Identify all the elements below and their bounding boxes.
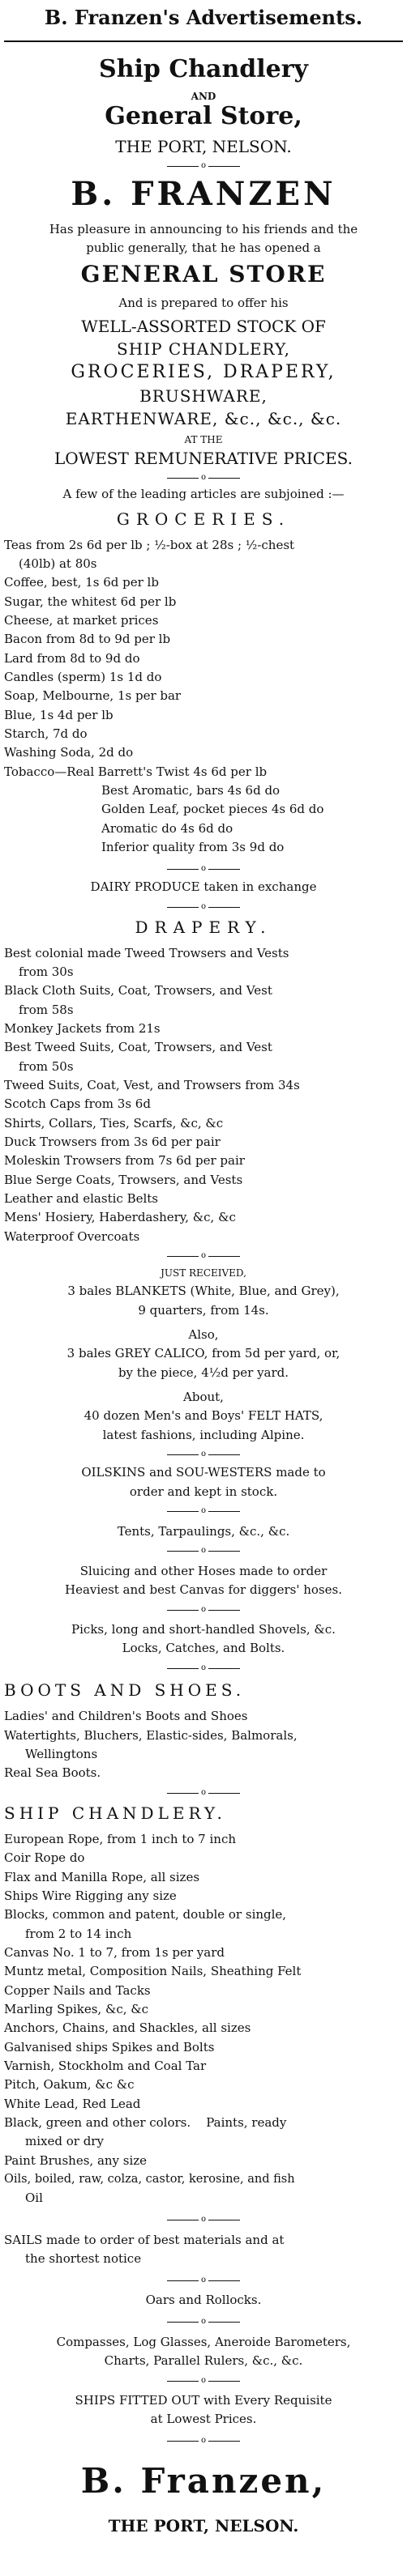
grocery-item: Coffee, best, 1s 6d per lb xyxy=(4,575,159,590)
oilskins-text: order and kept in stock. xyxy=(129,1484,278,1499)
chandlery-item: Muntz metal, Composition Nails, Sheathing Felt xyxy=(4,1964,302,1979)
tobacco-item: Best Aromatic, bars 4s 6d do xyxy=(101,783,281,798)
tobacco-item: Inferior quality from 3s 9d do xyxy=(101,840,285,854)
grocery-item: Soap, Melbourne, 1s per bar xyxy=(4,688,182,704)
chandlery-item: Ships Wire Rigging any size xyxy=(4,1888,177,1903)
drapery-item: Moleskin Trowsers from 7s 6d per pair xyxy=(4,1153,245,1169)
chandlery-item: from 2 to 14 inch xyxy=(25,1926,132,1941)
chandlery-item: Paint Brushes, any size xyxy=(4,2152,148,2168)
chandlery-item: European Rope, from 1 inch to 7 inch xyxy=(4,1832,237,1846)
drapery-item: Monkey Jackets from 21s xyxy=(4,1021,161,1036)
divider: o xyxy=(167,2376,240,2386)
divider: o xyxy=(167,2436,240,2446)
divider: o xyxy=(167,902,240,912)
calico-text: 3 bales GREY CALICO, from 5d per yard, or, xyxy=(66,1346,341,1361)
title-address: THE PORT, NELSON. xyxy=(115,137,292,156)
chandlery-item: Anchors, Chains, and Shackles, all sizes xyxy=(4,2020,251,2036)
advertisement-header: B. Franzen's Advertisements. xyxy=(44,6,363,29)
divider: o xyxy=(167,2317,240,2327)
hoses-text: Heaviest and best Canvas for diggers' hoses. xyxy=(65,1582,342,1597)
title-ship-chandlery: Ship Chandlery xyxy=(99,54,308,83)
chandlery-item: Varnish, Stockholm and Coal Tar xyxy=(4,2059,207,2073)
chandlery-item: Flax and Manilla Rope, all sizes xyxy=(4,1869,200,1884)
drapery-item: Tweed Suits, Coat, Vest, and Trowsers from 34s xyxy=(4,1078,300,1092)
blankets-text: 3 bales BLANKETS (White, Blue, and Grey), xyxy=(67,1284,340,1299)
chandlery-item: Black, green and other colors. Paints, ready xyxy=(4,2115,287,2130)
divider: o xyxy=(167,1506,240,1516)
chandlery-item: Blocks, common and patent, double or single, xyxy=(4,1907,287,1922)
chandlery-item: Galvanised ships Spikes and Bolts xyxy=(4,2039,215,2054)
stock-line: BRUSHWARE, xyxy=(139,386,268,406)
divider: o xyxy=(167,2215,240,2225)
chandlery-item: mixed or dry xyxy=(25,2134,104,2149)
also-text: Also, xyxy=(188,1327,219,1342)
boots-item: Watertights, Bluchers, Elastic-sides, Balmorals, xyxy=(4,1727,298,1743)
oilskins-text: OILSKINS and SOU-WESTERS made to xyxy=(81,1465,326,1480)
grocery-item: Washing Soda, 2d do xyxy=(4,745,134,760)
chandlery-item: White Lead, Red Lead xyxy=(4,2096,141,2111)
grocery-item: Teas from 2s 6d per lb ; ½-box at 28s ; ½-chest xyxy=(4,537,295,552)
grocery-item: Cheese, at market prices xyxy=(4,613,159,628)
compasses-text: Compasses, Log Glasses, Aneroide Barometers, xyxy=(56,2334,351,2349)
drapery-item: Scotch Caps from 3s 6d xyxy=(4,1096,151,1112)
grocery-item: Sugar, the whitest 6d per lb xyxy=(4,594,177,609)
drapery-item: Best colonial made Tweed Trowsers and Vests xyxy=(4,945,289,960)
stock-text: WELL-ASSORTED STOCK OF xyxy=(81,316,326,336)
merchant-name: B. FRANZEN xyxy=(71,175,336,213)
drapery-item: from 50s xyxy=(19,1058,74,1074)
about-text: About, xyxy=(183,1390,224,1404)
grocery-item: Starch, 7d do xyxy=(4,726,88,741)
oars-text: Oars and Rollocks. xyxy=(145,2293,262,2308)
compasses-text: Charts, Parallel Rulers, &c., &c. xyxy=(104,2353,303,2368)
divider: o xyxy=(167,1663,240,1673)
drapery-item: from 58s xyxy=(19,1002,74,1017)
footer-address: THE PORT, NELSON. xyxy=(108,2515,299,2536)
lowest-prices-text: LOWEST REMUNERATIVE PRICES. xyxy=(54,449,353,468)
divider: o xyxy=(167,864,240,874)
chandlery-item: Copper Nails and Tacks xyxy=(4,1982,151,1998)
hoses-text: Sluicing and other Hoses made to order xyxy=(79,1563,328,1578)
divider: o xyxy=(167,1546,240,1556)
grocery-item: Tobacco—Real Barrett's Twist 4s 6d per lb xyxy=(4,764,268,779)
dairy-text: DAIRY PRODUCE taken in exchange xyxy=(90,879,317,894)
chandlery-item: Coir Rope do xyxy=(4,1850,85,1866)
divider: o xyxy=(167,473,240,483)
boots-heading: BOOTS AND SHOES. xyxy=(4,1680,246,1701)
drapery-item: Mens' Hosiery, Haberdashery, &c, &c xyxy=(4,1210,236,1225)
grocery-item: Candles (sperm) 1s 1d do xyxy=(4,670,162,684)
drapery-item: Black Cloth Suits, Coat, Trowsers, and Vest xyxy=(4,983,272,998)
grocery-item: (40lb) at 80s xyxy=(19,556,97,571)
chandlery-item: Oils, boiled, raw, colza, castor, kerosine, and fish xyxy=(4,2173,295,2186)
hats-text: latest fashions, including Alpine. xyxy=(102,1427,305,1442)
picks-text: Locks, Catches, and Bolts. xyxy=(122,1641,285,1656)
prepared-text: And is prepared to offer his xyxy=(118,296,289,310)
at-the-text: AT THE xyxy=(184,434,223,446)
boots-item: Ladies' and Children's Boots and Shoes xyxy=(4,1709,248,1724)
intro-line: Has pleasure in announcing to his friends and the xyxy=(49,222,358,236)
drapery-item: from 30s xyxy=(19,964,74,979)
intro-line: public generally, that he has opened a xyxy=(86,241,321,256)
general-store-heading: GENERAL STORE xyxy=(80,261,327,287)
groceries-heading: GROCERIES. xyxy=(116,509,291,529)
grocery-item: Lard from 8d to 9d do xyxy=(4,650,140,666)
chandlery-heading: SHIP CHANDLERY. xyxy=(4,1803,226,1823)
drapery-heading: DRAPERY. xyxy=(135,917,272,937)
drapery-item: Duck Trowsers from 3s 6d per pair xyxy=(4,1135,221,1149)
few-articles-text: A few of the leading articles are subjoined :— xyxy=(62,486,345,501)
divider: o xyxy=(167,1605,240,1615)
boots-item: Real Sea Boots. xyxy=(4,1765,101,1781)
ships-fitted-text: at Lowest Prices. xyxy=(150,2412,257,2427)
chandlery-item: Pitch, Oakum, &c &c xyxy=(4,2077,135,2093)
divider: o xyxy=(167,161,240,171)
divider: o xyxy=(167,1788,240,1798)
drapery-item: Leather and elastic Belts xyxy=(4,1191,158,1206)
header-rule xyxy=(4,40,403,42)
stock-line: SHIP CHANDLERY, xyxy=(117,338,290,359)
chandlery-item: Oil xyxy=(25,2191,43,2206)
advertisement xyxy=(4,8,403,2559)
drapery-item: Blue Serge Coats, Trowsers, and Vests xyxy=(4,1172,243,1187)
hats-text: 40 dozen Men's and Boys' FELT HATS, xyxy=(84,1408,323,1424)
just-received-text: JUST RECEIVED, xyxy=(161,1267,246,1279)
grocery-item: Bacon from 8d to 9d per lb xyxy=(4,632,171,647)
chandlery-item: Marling Spikes, &c, &c xyxy=(4,2002,149,2016)
calico-text: by the piece, 4½d per yard. xyxy=(118,1365,289,1380)
picks-text: Picks, long and short-handled Shovels, &c. xyxy=(71,1622,336,1637)
blankets-text: 9 quarters, from 14s. xyxy=(138,1302,269,1318)
footer-name: B. Franzen, xyxy=(80,2461,327,2501)
divider: o xyxy=(167,1450,240,1459)
drapery-item: Best Tweed Suits, Coat, Trowsers, and Vest xyxy=(4,1040,272,1055)
stock-line: EARTHENWARE, &c., &c., &c. xyxy=(65,409,342,428)
sails-text: SAILS made to order of best materials and at xyxy=(4,2232,285,2247)
tobacco-item: Golden Leaf, pocket pieces 4s 6d do xyxy=(101,802,324,817)
tents-text: Tents, Tarpaulings, &c., &c. xyxy=(117,1523,290,1539)
divider: o xyxy=(167,2276,240,2285)
divider: o xyxy=(167,1251,240,1261)
chandlery-item: Canvas No. 1 to 7, from 1s per yard xyxy=(4,1945,225,1960)
boots-item: Wellingtons xyxy=(25,1747,98,1761)
stock-line: GROCERIES, DRAPERY, xyxy=(71,361,336,382)
title-and: AND xyxy=(191,90,216,102)
drapery-item: Shirts, Collars, Ties, Scarfs, &c, &c xyxy=(4,1115,224,1130)
drapery-item: Waterproof Overcoats xyxy=(4,1228,140,1244)
tobacco-item: Aromatic do 4s 6d do xyxy=(101,820,233,836)
title-general-store: General Store, xyxy=(105,102,302,130)
sails-text: the shortest notice xyxy=(25,2251,142,2266)
ships-fitted-text: SHIPS FITTED OUT with Every Requisite xyxy=(75,2393,332,2408)
grocery-item: Blue, 1s 4d per lb xyxy=(4,707,114,722)
